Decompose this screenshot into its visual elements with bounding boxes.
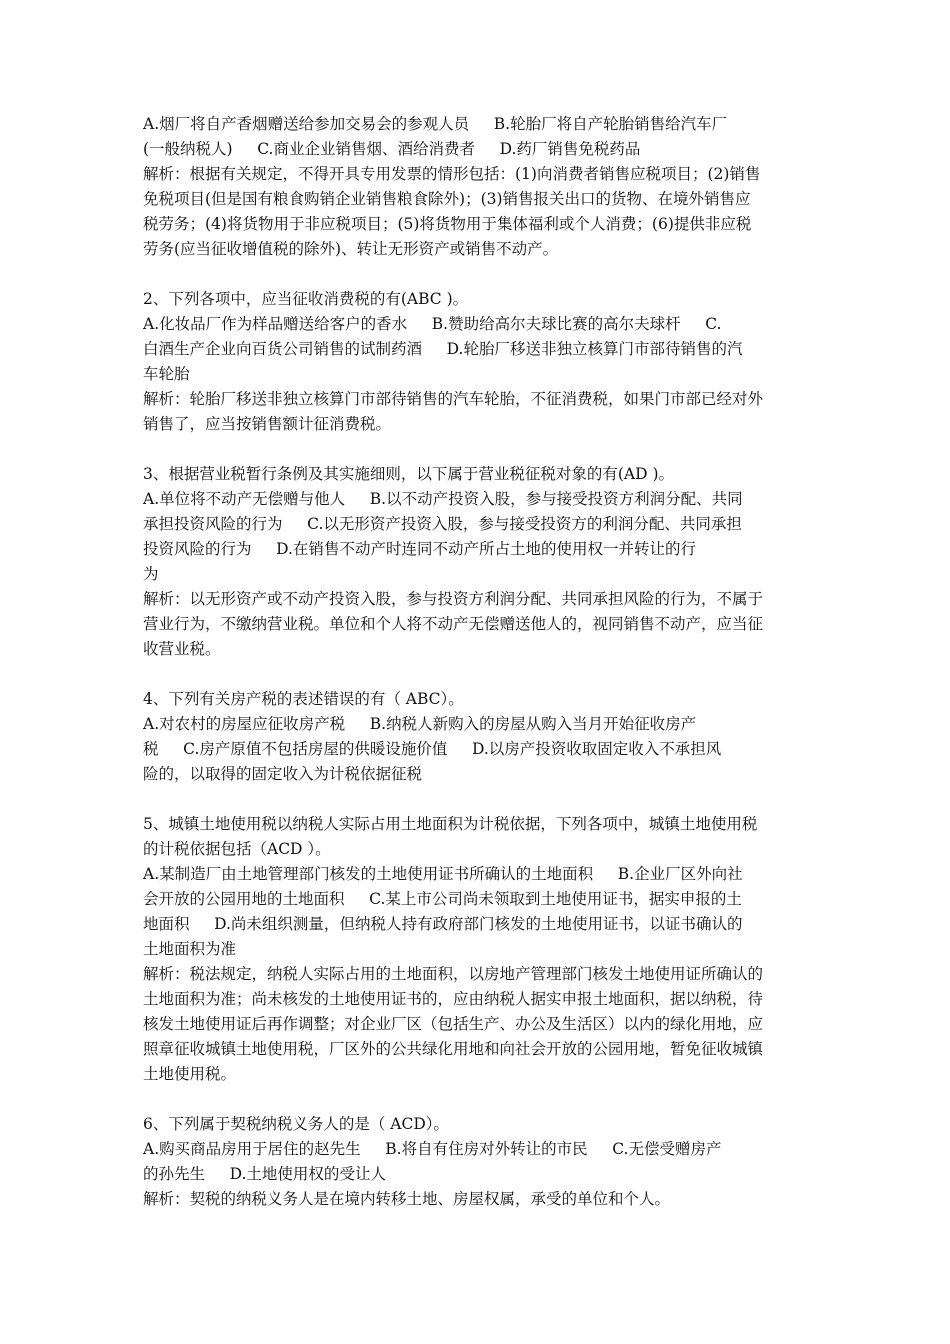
- question-title: 3、根据营业税暂行条例及其实施细则，以下属于营业税征税对象的有(AD )。: [143, 465, 675, 483]
- question-1-block: [143, 112, 813, 262]
- text-line: 土地面积为准: [143, 940, 237, 958]
- text-line: 劳务(应当征收增值税的除外)、转让无形资产或销售不动产。: [143, 240, 559, 258]
- text-line: 险的，以取得的固定收入为计税依据征税: [143, 765, 423, 783]
- text-line: A.烟厂将自产香烟赠送给参加交易会的参观人员 B.轮胎厂将自产轮胎销售给汽车厂: [143, 115, 728, 133]
- text-line: A.购买商品房用于居住的赵先生 B.将自有住房对外转让的市民 C.无偿受赠房产: [143, 1140, 722, 1158]
- text-line: 核发土地使用证后再作调整；对企业厂区（包括生产、办公及生活区）以内的绿化用地，应: [143, 1015, 764, 1033]
- text-line: (一般纳税人) C.商业企业销售烟、酒给消费者 D.药厂销售免税药品: [143, 140, 641, 158]
- question-2-block: [143, 287, 813, 437]
- text-line: 土地使用税。: [143, 1065, 237, 1083]
- text-line: 税 C.房产原值不包括房屋的供暖设施价值 D.以房产投资收取固定收入不承担风: [143, 740, 722, 758]
- text-line: 的计税依据包括（ACD ）。: [143, 840, 331, 858]
- question-4-block: [143, 687, 813, 787]
- text-line: 解析：根据有关规定，不得开具专用发票的情形包括：(1)向消费者销售应税项目；(2)销售: [143, 165, 761, 183]
- text-line: A.对农村的房屋应征收房产税 B.纳税人新购入的房屋从购入当月开始征收房产: [143, 715, 697, 733]
- text-line: 白酒生产企业向百货公司销售的试制药酒 D.轮胎厂移送非独立核算门市部待销售的汽: [143, 340, 743, 358]
- text-line: 的孙先生 D.土地使用权的受让人: [143, 1165, 386, 1183]
- text-line: 投资风险的行为 D.在销售不动产时连同不动产所占土地的使用权一并转让的行: [143, 540, 696, 558]
- text-line: 土地面积为准；尚未核发的土地使用证书的，应由纳税人据实申报土地面积，据以纳税，待: [143, 990, 764, 1008]
- question-title: 2、下列各项中，应当征收消费税的有(ABC )。: [143, 290, 469, 308]
- question-3-block: [143, 462, 813, 662]
- text-line: 会开放的公园用地的土地面积 C.某上市公司尚未领取到土地使用证书，据实申报的土: [143, 890, 742, 908]
- text-line: 地面积 D.尚未组织测量，但纳税人持有政府部门核发的土地使用证书，以证书确认的: [143, 915, 743, 933]
- text-line: 承担投资风险的行为 C.以无形资产投资入股，参与接受投资方的利润分配、共同承担: [143, 515, 742, 533]
- text-line: 销售了，应当按销售额计征消费税。: [143, 415, 392, 433]
- text-line: 免税项目(但是国有粮食购销企业销售粮食除外)；(3)销售报关出口的货物、在境外销售应: [143, 190, 751, 208]
- text-line: 照章征收城镇土地使用税，厂区外的公共绿化用地和向社会开放的公园用地，暂免征收城镇: [143, 1040, 764, 1058]
- text-line: 税劳务；(4)将货物用于非应税项目；(5)将货物用于集体福利或个人消费；(6)提供非应税: [143, 215, 752, 233]
- text-line: 收营业税。: [143, 640, 221, 658]
- question-title: 5、城镇土地使用税以纳税人实际占用土地面积为计税依据，下列各项中，城镇土地使用税: [143, 815, 758, 833]
- text-line: 营业行为，不缴纳营业税。单位和个人将不动产无偿赠送他人的，视同销售不动产，应当征: [143, 615, 764, 633]
- text-line: 解析：契税的纳税义务人是在境内转移土地、房屋权属，承受的单位和个人。: [143, 1190, 671, 1208]
- document-page: [143, 112, 813, 1237]
- text-line: 车轮胎: [143, 365, 190, 383]
- text-line: A.单位将不动产无偿赠与他人 B.以不动产投资入股，参与接受投资方利润分配、共同: [143, 490, 743, 508]
- text-line: 为: [143, 565, 159, 583]
- text-line: A.化妆品厂作为样品赠送给客户的香水 B.赞助给高尔夫球比赛的高尔夫球杆 C.: [143, 315, 722, 333]
- question-title: 4、下列有关房产税的表述错误的有（ ABC）。: [143, 690, 464, 708]
- text-line: 解析：轮胎厂移送非独立核算门市部待销售的汽车轮胎，不征消费税，如果门市部已经对外: [143, 390, 764, 408]
- question-5-block: [143, 812, 813, 1087]
- text-line: A.某制造厂由土地管理部门核发的土地使用证书所确认的土地面积 B.企业厂区外向社: [143, 865, 743, 883]
- question-6-block: [143, 1112, 813, 1212]
- question-title: 6、下列属于契税纳税义务人的是（ ACD）。: [143, 1115, 450, 1133]
- text-line: 解析：以无形资产或不动产投资入股，参与投资方利润分配、共同承担风险的行为，不属于: [143, 590, 764, 608]
- text-line: 解析：税法规定，纳税人实际占用的土地面积，以房地产管理部门核发土地使用证所确认的: [143, 965, 764, 983]
